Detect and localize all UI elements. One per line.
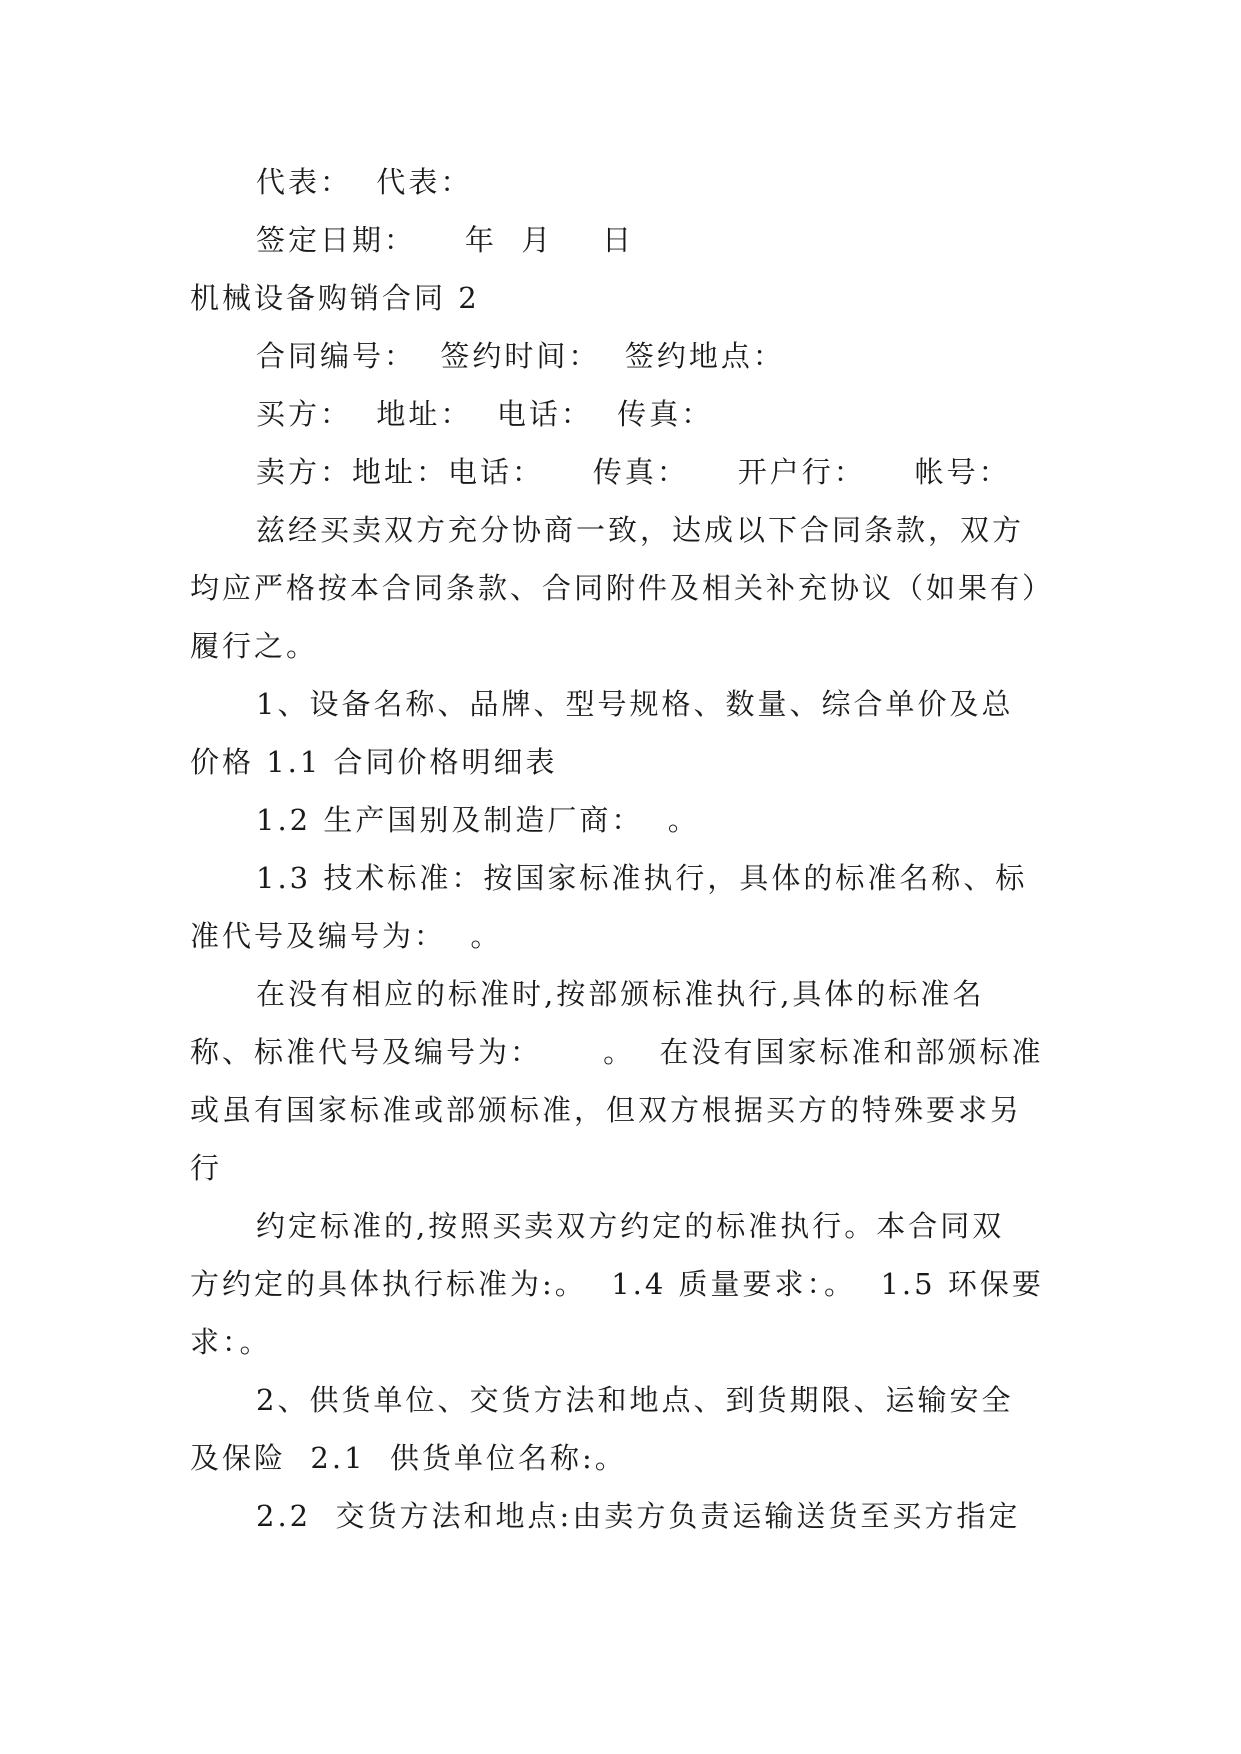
paragraph-line: 准代号及编号为： 。 [190, 919, 503, 953]
contract-number-line: 合同编号： 签约时间： 签约地点： [256, 339, 785, 373]
paragraph-line: 1、设备名称、品牌、型号规格、数量、综合单价及总 [256, 687, 1014, 721]
contract-title: 机械设备购销合同 2 [190, 281, 480, 315]
buyer-line: 买方： 地址： 电话： 传真： [256, 397, 714, 431]
paragraph-line: 求：。 [190, 1325, 272, 1359]
paragraph-line: 约定标准的,按照买卖双方约定的标准执行。本合同双 [256, 1209, 1005, 1243]
paragraph-line: 1.2 生产国别及制造厂商： 。 [256, 803, 700, 837]
paragraph-line: 在没有相应的标准时,按部颁标准执行,具体的标准名 [256, 977, 985, 1011]
seller-line: 卖方：地址：电话： 传真： 开户行： 帐号： [256, 455, 1011, 489]
paragraph-line: 2、供货单位、交货方法和地点、到货期限、运输安全 [256, 1383, 1014, 1417]
paragraph-line: 履行之。 [190, 629, 319, 663]
sign-date-line: 签定日期： 年 月 日 [256, 223, 635, 257]
paragraph-line: 或虽有国家标准或部颁标准，但双方根据买方的特殊要求另 [190, 1093, 1023, 1127]
paragraph-line: 兹经买卖双方充分协商一致，达成以下合同条款，双方 [256, 513, 1025, 547]
paragraph-line: 均应严格按本合同条款、合同附件及相关补充协议（如果有） [190, 571, 1055, 605]
paragraph-line: 行 [190, 1151, 223, 1185]
paragraph-line: 2.2 交货方法和地点:由卖方负责运输送货至买方指定 [256, 1499, 1021, 1533]
representatives-line: 代表： 代表： [256, 165, 473, 199]
paragraph-line: 价格 1.1 合同价格明细表 [190, 745, 558, 779]
paragraph-line: 称、标准代号及编号为： 。 在没有国家标准和部颁标准 [190, 1035, 1044, 1069]
paragraph-line: 及保险 2.1 供货单位名称:。 [190, 1441, 627, 1475]
paragraph-line: 方约定的具体执行标准为:。 1.4 质量要求：。 1.5 环保要 [190, 1267, 1044, 1301]
paragraph-line: 1.3 技术标准：按国家标准执行，具体的标准名称、标 [256, 861, 1028, 895]
